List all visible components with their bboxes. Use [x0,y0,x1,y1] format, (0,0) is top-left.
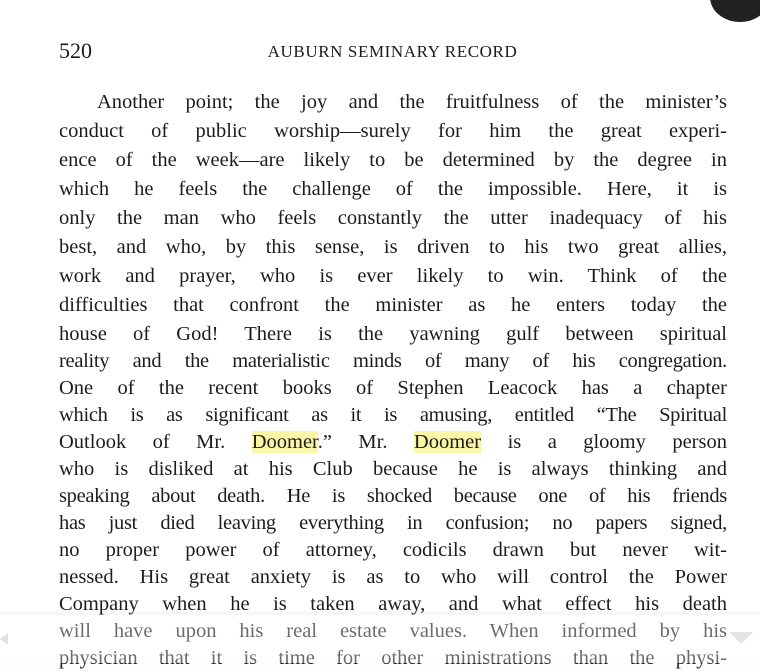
text-line: only the man who feels constantly the utter inadequacy of his [59,207,727,229]
text-line: Another point; the joy and the fruitfulness of the minister’s [97,91,727,113]
journal-title: AUBURN SEMINARY RECORD [267,42,518,61]
text-line: work and prayer, who is ever likely to win. Think of the [59,265,727,287]
search-highlight: Doomer [413,431,482,453]
text-line: who is disliked at his Club because he is always thinking and [59,458,727,480]
viewer-bottom-bar [0,615,760,663]
text-line: no proper power of attorney, codicils drawn but never wit- [59,539,727,561]
text-line: reality and the materialistic minds of many of his congregation. [59,350,727,372]
text-line: speaking about death. He is shocked because one of his friends [59,485,727,507]
text-line: One of the recent books of Stephen Leacock has a chapter [59,377,727,399]
text-line: best, and who, by this sense, is driven to his two great allies, [59,236,727,258]
text-line: physician that it is time for other ministrations than the physi- [59,647,727,669]
text-line: difficulties that confront the minister as he enters today the [59,294,727,316]
running-head [59,38,726,68]
text-line: which is as significant as it is amusing, entitled “The Spiritual [59,404,727,426]
text-segment: Outlook of Mr. [59,431,252,453]
text-line: ence of the week—are likely to be determined by the degree in [59,149,727,171]
text-segment: is a gloomy person [481,431,727,453]
chevron-down-icon[interactable] [729,632,753,644]
previous-page-icon[interactable] [0,633,8,645]
text-line: nessed. His great anxiety is as to who will control the Power [59,566,727,588]
search-highlight: Doomer [251,431,318,453]
text-line-highlighted [59,428,727,456]
page-number: 520 [59,38,92,63]
text-line: which he feels the challenge of the impossible. Here, it is [59,178,727,200]
text-segment: .” Mr. [317,431,414,453]
text-line: will have upon his real estate values. When informed by his [59,620,727,642]
text-line: has just died leaving everything in confusion; no papers signed, [59,512,727,534]
text-line: Company when he is taken away, and what effect his death [59,593,727,615]
text-line: house of God! There is the yawning gulf between spiritual [59,323,727,345]
text-line: conduct of public worship—surely for him the great experi- [59,120,727,142]
